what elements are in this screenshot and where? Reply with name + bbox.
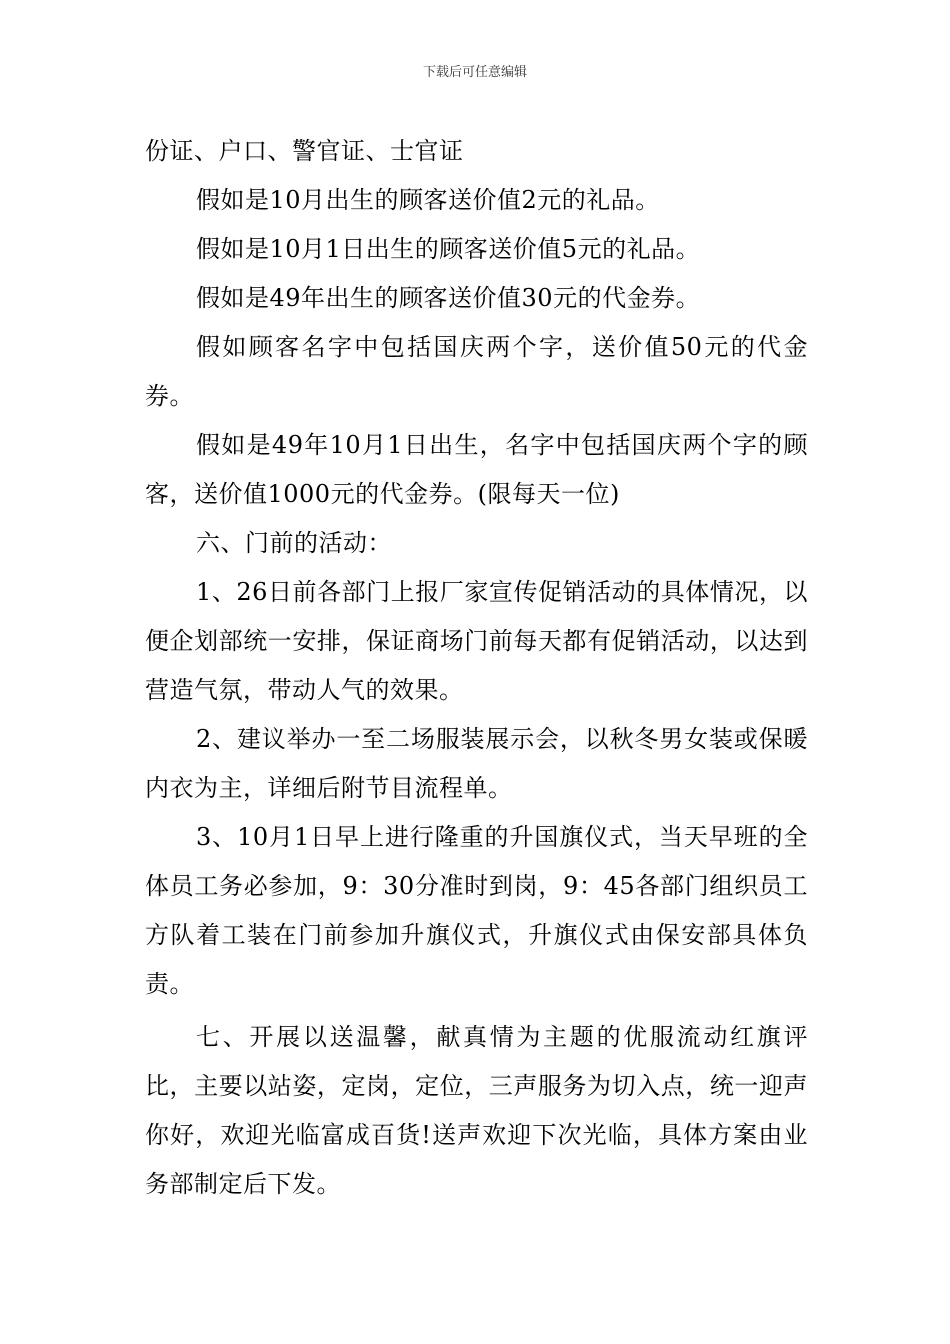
paragraph-item-1: 1、26日前各部门上报厂家宣传促销活动的具体情况，以便企划部统一安排，保证商场门前每天都有促销活动，以达到营造气氛，带动人气的效果。 [145,578,808,704]
paragraph-item-2: 2、建议举办一至二场服装展示会，以秋冬男女装或保暖内衣为主，详细后附节目流程单。 [145,725,808,802]
paragraph-year49-voucher: 假如是49年出生的顾客送价值30元的代金券。 [196,284,701,312]
section-seven-paragraph: 七、开展以送温馨，献真情为主题的优服流动红旗评比，主要以站姿，定岗，定位，三声服务为切入点，统一迎声你好，欢迎光临富成百货!送声欢迎下次光临，具体方案由业务部制定后下发。 [145,1023,808,1198]
page-header-note: 下载后可任意编辑 [422,65,527,80]
paragraph-october-gift: 假如是10月出生的顾客送价值2元的礼品。 [196,186,660,214]
section-heading-six: 六、门前的活动： [196,529,392,557]
paragraph-oct-first-gift: 假如是10月1日出生的顾客送价值5元的礼品。 [196,235,701,263]
paragraph-item-3: 3、10月1日早上进行隆重的升国旗仪式，当天早班的全体员工务必参加，9：30分准时到岗，9：45各部门组织员工方队着工装在门前参加升旗仪式，升旗仪式由保安部具体负责。 [145,823,808,998]
document-body [145,127,808,1209]
paragraph-full-match-voucher: 假如是49年10月1日出生，名字中包括国庆两个字的顾客，送价值1000元的代金券。(限每天一位) [145,431,808,508]
paragraph-name-guoqing-voucher: 假如顾客名字中包括国庆两个字，送价值50元的代金券。 [145,333,808,410]
paragraph-id-list: 份证、户口、警官证、士官证 [145,137,464,165]
